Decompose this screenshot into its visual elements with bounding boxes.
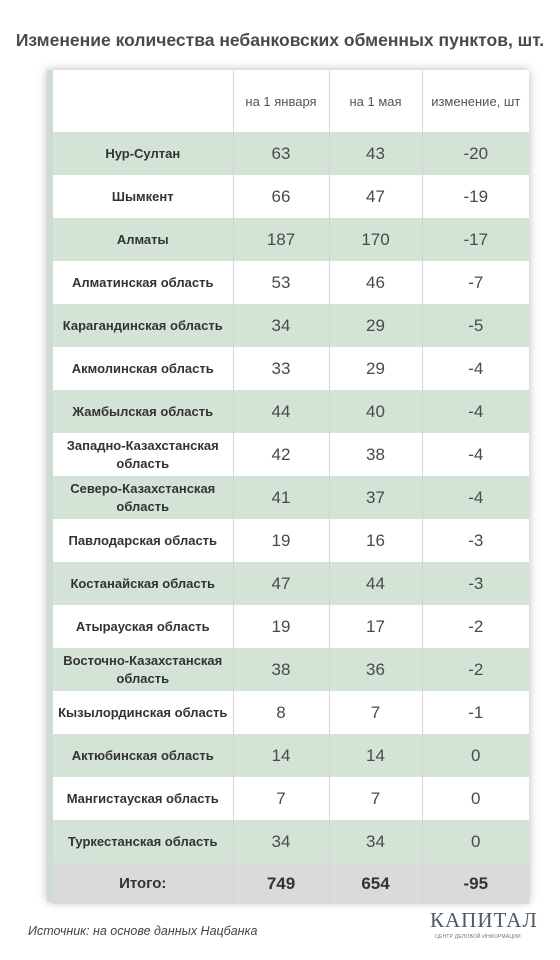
header-jan: на 1 января <box>233 70 329 132</box>
value-may: 7 <box>329 691 422 734</box>
value-jan: 66 <box>233 175 329 218</box>
value-may: 47 <box>329 175 422 218</box>
value-jan: 14 <box>233 734 329 777</box>
region-name: Атырауская область <box>53 605 233 648</box>
chart-title: Изменение количества небанковских обменных пунктов, шт. <box>15 30 545 50</box>
value-may: 7 <box>329 777 422 820</box>
region-name: Акмолинская область <box>53 347 233 390</box>
value-change: -4 <box>422 347 529 390</box>
value-change: -19 <box>422 175 529 218</box>
logo-wordmark: КАПИТАЛ <box>430 908 538 932</box>
region-name: Шымкент <box>53 175 233 218</box>
value-change: -4 <box>422 433 529 476</box>
region-name: Карагандинская область <box>53 304 233 347</box>
region-name: Алматы <box>53 218 233 261</box>
value-may: 34 <box>329 820 422 863</box>
table-row <box>53 605 529 648</box>
header-row <box>53 70 529 132</box>
value-may: 16 <box>329 519 422 562</box>
value-may: 40 <box>329 390 422 433</box>
value-jan: 34 <box>233 820 329 863</box>
value-may: 46 <box>329 261 422 304</box>
total-jan: 749 <box>233 863 329 904</box>
value-change: -7 <box>422 261 529 304</box>
table-card <box>47 70 529 902</box>
table-row <box>53 777 529 820</box>
region-name: Северо-Казахстанская область <box>53 476 233 519</box>
region-name: Нур-Султан <box>53 132 233 175</box>
value-change: -5 <box>422 304 529 347</box>
value-may: 29 <box>329 347 422 390</box>
value-jan: 47 <box>233 562 329 605</box>
total-row <box>53 863 529 904</box>
source-note: Источник: на основе данных Нацбанка <box>28 924 258 938</box>
region-name: Алматинская область <box>53 261 233 304</box>
value-jan: 44 <box>233 390 329 433</box>
value-may: 36 <box>329 648 422 691</box>
value-change: -17 <box>422 218 529 261</box>
table-row <box>53 476 529 519</box>
total-label: Итого: <box>53 863 233 904</box>
value-may: 37 <box>329 476 422 519</box>
value-may: 17 <box>329 605 422 648</box>
total-may: 654 <box>329 863 422 904</box>
value-jan: 34 <box>233 304 329 347</box>
value-jan: 38 <box>233 648 329 691</box>
region-name: Кызылординская область <box>53 691 233 734</box>
table-row <box>53 261 529 304</box>
header-may: на 1 мая <box>329 70 422 132</box>
header-change <box>422 70 529 132</box>
value-jan: 19 <box>233 605 329 648</box>
value-change: -2 <box>422 605 529 648</box>
table-row <box>53 390 529 433</box>
value-may: 38 <box>329 433 422 476</box>
header-region <box>53 70 233 132</box>
region-name: Мангистауская область <box>53 777 233 820</box>
logo-tagline: ЦЕНТР ДЕЛОВОЙ ИНФОРМАЦИИ <box>435 934 521 940</box>
value-change: -3 <box>422 562 529 605</box>
data-table <box>53 70 529 904</box>
table-row <box>53 218 529 261</box>
value-jan: 33 <box>233 347 329 390</box>
value-jan: 41 <box>233 476 329 519</box>
value-jan: 42 <box>233 433 329 476</box>
table-row <box>53 519 529 562</box>
value-change: -3 <box>422 519 529 562</box>
region-name: Западно-Казахстанская область <box>53 433 233 476</box>
table-row <box>53 433 529 476</box>
value-jan: 187 <box>233 218 329 261</box>
table-row <box>53 132 529 175</box>
table-row <box>53 562 529 605</box>
value-jan: 63 <box>233 132 329 175</box>
kapital-logo <box>430 908 538 940</box>
value-may: 44 <box>329 562 422 605</box>
value-may: 14 <box>329 734 422 777</box>
table-row <box>53 648 529 691</box>
value-jan: 7 <box>233 777 329 820</box>
value-change: 0 <box>422 777 529 820</box>
region-name: Актюбинская область <box>53 734 233 777</box>
value-change: -4 <box>422 390 529 433</box>
table-row <box>53 820 529 863</box>
value-may: 29 <box>329 304 422 347</box>
value-jan: 8 <box>233 691 329 734</box>
region-name: Павлодарская область <box>53 519 233 562</box>
table-row <box>53 175 529 218</box>
value-change: -4 <box>422 476 529 519</box>
table-row <box>53 691 529 734</box>
table-row <box>53 347 529 390</box>
value-change: -20 <box>422 132 529 175</box>
value-may: 170 <box>329 218 422 261</box>
header-change-label: изменение, шт <box>431 93 521 109</box>
region-name: Костанайская область <box>53 562 233 605</box>
region-name: Туркестанская область <box>53 820 233 863</box>
region-name: Жамбылская область <box>53 390 233 433</box>
value-change: -2 <box>422 648 529 691</box>
table-row <box>53 734 529 777</box>
value-change: 0 <box>422 820 529 863</box>
value-jan: 53 <box>233 261 329 304</box>
value-change: -1 <box>422 691 529 734</box>
value-jan: 19 <box>233 519 329 562</box>
region-name: Восточно-Казахстанская область <box>53 648 233 691</box>
value-may: 43 <box>329 132 422 175</box>
value-change: 0 <box>422 734 529 777</box>
total-change: -95 <box>422 863 529 904</box>
table-row <box>53 304 529 347</box>
